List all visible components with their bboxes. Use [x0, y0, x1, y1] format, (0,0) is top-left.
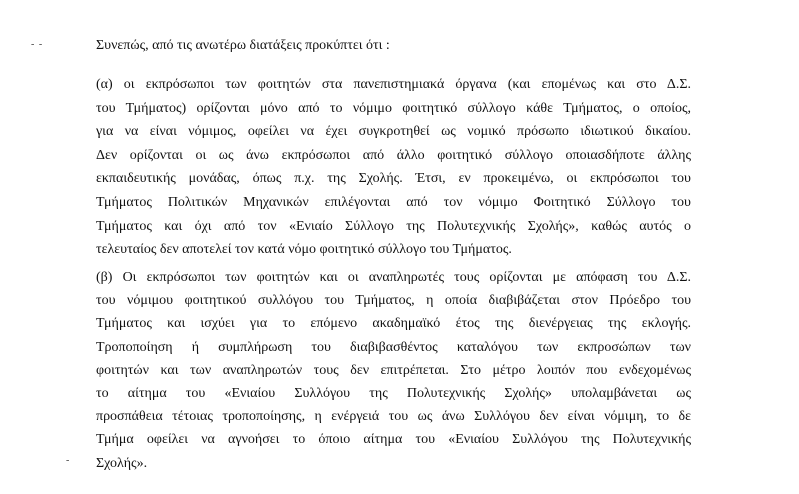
paragraph-a-line: Τμήματος και όχι από τον «Ενιαίο Σύλλογο της Πολυτεχνικής Σχολής», καθώς αυτός ο — [96, 218, 691, 234]
paragraph-b-line: Σχολής». — [96, 455, 148, 471]
paragraph-b-line: Τροποποίηση ή συμπλήρωση του διαβιβασθέντος καταλόγου των εκπροσώπων των — [96, 339, 691, 355]
paragraph-b-line: το αίτημα του «Ενιαίου Συλλόγου της Πολυτεχνικής Σχολής» υπολαμβάνεται ως — [96, 385, 691, 401]
paragraph-a-line: Δεν ορίζονται οι ως άνω εκπρόσωποι από άλλο φοιτητικό σύλλογο οποιασδήποτε άλλης — [96, 147, 691, 163]
paragraph-a — [96, 73, 691, 262]
paragraph-a-line: του Τμήματος) ορίζονται μόνο από το νόμιμο φοιτητικό σύλλογο κάθε Τμήματος, ο οποίος, — [96, 100, 691, 116]
paragraph-b-line: Τμήμα οφείλει να αγνοήσει το όποιο αίτημα του «Ενιαίου Συλλόγου της Πολυτεχνικής — [96, 432, 691, 448]
paragraph-a-line: εκπαιδευτικής μονάδας, όπως π.χ. της Σχολής. Έτσι, εν προκειμένω, οι εκπρόσωποι του — [96, 171, 691, 187]
margin-mark-top: - - — [31, 39, 44, 50]
intro-sentence: Συνεπώς, από τις ανωτέρω διατάξεις προκύπτει ότι : — [96, 38, 390, 53]
paragraph-b-line: Τμήματος και ισχύει για το επόμενο ακαδημαϊκό έτος της διενέργειας της εκλογής. — [96, 316, 691, 332]
paragraph-b-line: (β) Οι εκπρόσωποι των φοιτητών και οι αναπληρωτές τους ορίζονται με απόφαση του Δ.Σ. — [96, 270, 691, 285]
paragraph-a-line: (α) οι εκπρόσωποι των φοιτητών στα πανεπιστημιακά όργανα (και επομένως και στο Δ.Σ. — [96, 77, 691, 92]
paragraph-a-line: Τμήματος Πολιτικών Μηχανικών επιλέγονται από τον νόμιμο Φοιτητικό Σύλλογο του — [96, 194, 691, 210]
margin-mark-bottom: - — [66, 455, 71, 466]
paragraph-b-line: του νόμιμου φοιτητικού συλλόγου του Τμήματος, η οποία διαβιβάζεται στον Πρόεδρο του — [96, 293, 691, 309]
paragraph-b — [96, 266, 691, 475]
paragraph-b-line: φοιτητών και των αναπληρωτών τους δεν επιτρέπεται. Στο μέτρο λοιπόν που ενδεχομένως — [96, 362, 691, 378]
paragraph-b-line: προσπάθεια τέτοιας τροποποίησης, η ενέργειά του ως άνω Συλλόγου δεν είναι νόμιμη, το δε — [96, 409, 691, 425]
paragraph-a-line: τελευταίος δεν αποτελεί τον κατά νόμο φοιτητικό σύλλογο του Τμήματος. — [96, 242, 512, 258]
paragraph-a-line: για να είναι νόμιμος, οφείλει να έχει συγκροτηθεί ως νομικό πρόσωπο ιδιωτικού δικαίου. — [96, 124, 691, 140]
